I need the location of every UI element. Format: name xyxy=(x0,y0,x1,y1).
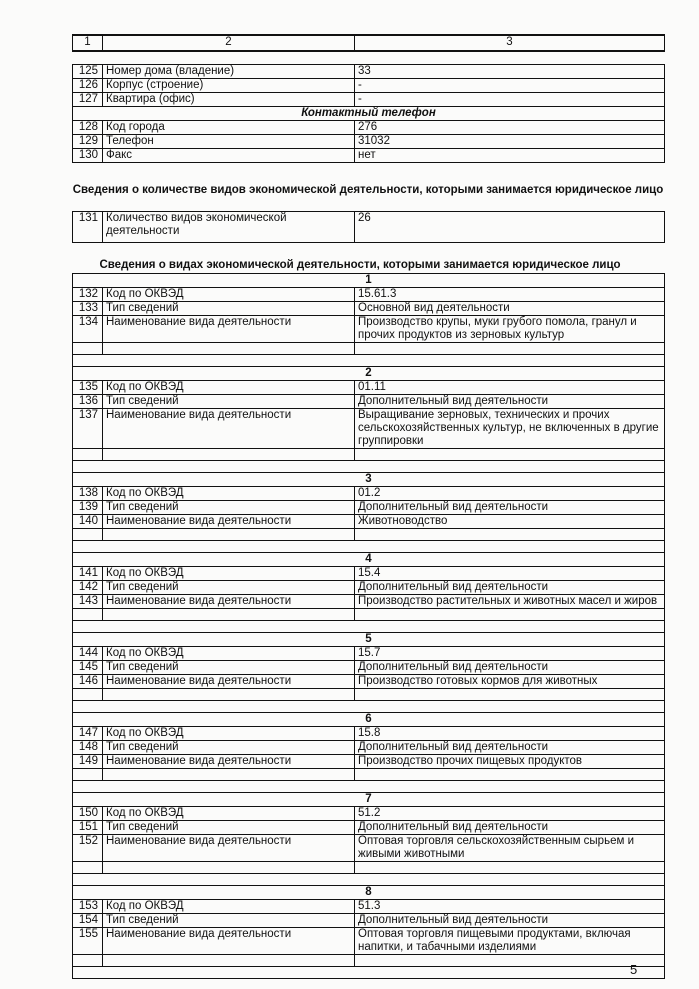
row-value: 15.4 xyxy=(355,567,665,581)
row-value: 15.61.3 xyxy=(355,288,665,302)
activity-group-number: 4 xyxy=(73,553,665,567)
row-value: Оптовая торговля пищевыми продуктами, включая напитки, и табачными изделиями xyxy=(355,928,665,955)
spacer-row xyxy=(73,449,665,461)
activities-table xyxy=(72,273,665,979)
row-number: 143 xyxy=(73,595,103,609)
row-value: 276 xyxy=(355,121,665,135)
table-row xyxy=(73,487,665,501)
table-row xyxy=(73,381,665,395)
spacer-cell xyxy=(103,529,355,541)
row-value: 31032 xyxy=(355,135,665,149)
row-value: Животноводство xyxy=(355,515,665,529)
spacer-cell xyxy=(73,781,665,793)
column-header-1: 1 xyxy=(73,35,103,51)
count-table xyxy=(72,211,665,243)
spacer-cell xyxy=(73,689,103,701)
spacer-row xyxy=(73,874,665,886)
page-number: 5 xyxy=(630,962,638,977)
spacer-row xyxy=(73,609,665,621)
row-label: Код по ОКВЭД xyxy=(103,381,355,395)
row-value: Дополнительный вид деятельности xyxy=(355,501,665,515)
row-label: Номер дома (владение) xyxy=(103,65,355,79)
table-row xyxy=(73,727,665,741)
row-value: Производство готовых кормов для животных xyxy=(355,675,665,689)
row-label: Код по ОКВЭД xyxy=(103,567,355,581)
row-number: 142 xyxy=(73,581,103,595)
row-label: Корпус (строение) xyxy=(103,79,355,93)
spacer-cell xyxy=(355,529,665,541)
spacer-cell xyxy=(355,955,665,967)
table-row xyxy=(73,581,665,595)
phone-section-row xyxy=(73,107,665,121)
table-row xyxy=(73,914,665,928)
table-row xyxy=(73,316,665,343)
table-row xyxy=(73,755,665,769)
row-number: 136 xyxy=(73,395,103,409)
row-label: Наименование вида деятельности xyxy=(103,675,355,689)
row-value: 26 xyxy=(355,212,665,243)
row-label: Наименование вида деятельности xyxy=(103,755,355,769)
row-number: 155 xyxy=(73,928,103,955)
spacer-row xyxy=(73,955,665,967)
table-row xyxy=(73,409,665,449)
row-number: 146 xyxy=(73,675,103,689)
activity-group-row xyxy=(73,633,665,647)
spacer-cell xyxy=(73,449,103,461)
row-number: 131 xyxy=(73,212,103,243)
activity-group-row xyxy=(73,473,665,487)
row-number: 133 xyxy=(73,302,103,316)
activity-group-number: 5 xyxy=(73,633,665,647)
row-label: Тип сведений xyxy=(103,302,355,316)
row-number: 151 xyxy=(73,821,103,835)
spacer-row xyxy=(73,355,665,367)
spacer-row xyxy=(73,701,665,713)
table-row xyxy=(73,821,665,835)
row-value: 51.2 xyxy=(355,807,665,821)
column-header-row xyxy=(73,35,665,51)
row-value: Дополнительный вид деятельности xyxy=(355,741,665,755)
table-row xyxy=(73,675,665,689)
table-row xyxy=(73,661,665,675)
spacer-cell xyxy=(73,461,665,473)
table-row xyxy=(73,647,665,661)
spacer-cell xyxy=(103,862,355,874)
row-number: 132 xyxy=(73,288,103,302)
table-row xyxy=(73,900,665,914)
activity-group-row xyxy=(73,553,665,567)
row-value: 51.3 xyxy=(355,900,665,914)
row-label: Тип сведений xyxy=(103,821,355,835)
spacer-row xyxy=(73,541,665,553)
row-label: Наименование вида деятельности xyxy=(103,515,355,529)
spacer-row xyxy=(73,689,665,701)
row-value: Дополнительный вид деятельности xyxy=(355,395,665,409)
row-value: Дополнительный вид деятельности xyxy=(355,661,665,675)
spacer-cell xyxy=(73,955,103,967)
table-row xyxy=(73,595,665,609)
spacer-cell xyxy=(103,609,355,621)
spacer-cell xyxy=(355,609,665,621)
row-number: 137 xyxy=(73,409,103,449)
row-label: Тип сведений xyxy=(103,661,355,675)
row-number: 135 xyxy=(73,381,103,395)
row-value: Дополнительный вид деятельности xyxy=(355,581,665,595)
spacer-row xyxy=(73,461,665,473)
row-label: Телефон xyxy=(103,135,355,149)
row-label: Тип сведений xyxy=(103,581,355,595)
spacer-row xyxy=(73,621,665,633)
row-number: 152 xyxy=(73,835,103,862)
row-value: Оптовая торговля сельскохозяйственным сырьем и живыми животными xyxy=(355,835,665,862)
spacer-cell xyxy=(73,621,665,633)
table-row xyxy=(73,65,665,79)
table-row xyxy=(73,567,665,581)
activity-group-row xyxy=(73,793,665,807)
activity-group-row xyxy=(73,274,665,288)
row-number: 153 xyxy=(73,900,103,914)
row-value: 15.7 xyxy=(355,647,665,661)
row-value: Основной вид деятельности xyxy=(355,302,665,316)
activity-group-row xyxy=(73,713,665,727)
spacer-row xyxy=(73,781,665,793)
address-phone-table xyxy=(72,64,665,163)
spacer-cell xyxy=(73,529,103,541)
row-number: 150 xyxy=(73,807,103,821)
row-number: 128 xyxy=(73,121,103,135)
spacer-cell xyxy=(103,769,355,781)
row-number: 129 xyxy=(73,135,103,149)
spacer-row xyxy=(73,769,665,781)
table-row xyxy=(73,501,665,515)
row-value: нет xyxy=(355,149,665,163)
row-value: - xyxy=(355,79,665,93)
row-label: Код города xyxy=(103,121,355,135)
table-row xyxy=(73,93,665,107)
column-header-3: 3 xyxy=(355,35,665,51)
spacer-cell xyxy=(103,689,355,701)
table-row xyxy=(73,288,665,302)
row-label: Код по ОКВЭД xyxy=(103,647,355,661)
row-number: 148 xyxy=(73,741,103,755)
row-value: Выращивание зерновых, технических и прочих сельскохозяйственных культур, не включенных в другие группировки xyxy=(355,409,665,449)
activity-group-number: 3 xyxy=(73,473,665,487)
activity-group-number: 1 xyxy=(73,274,665,288)
activity-group-number: 8 xyxy=(73,886,665,900)
row-value: Производство прочих пищевых продуктов xyxy=(355,755,665,769)
table-row xyxy=(73,79,665,93)
row-label: Наименование вида деятельности xyxy=(103,409,355,449)
row-label: Тип сведений xyxy=(103,501,355,515)
spacer-cell xyxy=(355,689,665,701)
spacer-cell xyxy=(103,343,355,355)
row-value: Дополнительный вид деятельности xyxy=(355,821,665,835)
table-row xyxy=(73,395,665,409)
row-label: Квартира (офис) xyxy=(103,93,355,107)
row-label: Наименование вида деятельности xyxy=(103,835,355,862)
table-row xyxy=(73,135,665,149)
row-number: 126 xyxy=(73,79,103,93)
table-row xyxy=(73,515,665,529)
spacer-row xyxy=(73,343,665,355)
spacer-cell xyxy=(103,955,355,967)
row-value: Дополнительный вид деятельности xyxy=(355,914,665,928)
activity-group-row xyxy=(73,886,665,900)
spacer-cell xyxy=(73,701,665,713)
row-value: 15.8 xyxy=(355,727,665,741)
spacer-cell xyxy=(73,769,103,781)
row-value: 01.11 xyxy=(355,381,665,395)
row-label: Код по ОКВЭД xyxy=(103,288,355,302)
spacer-cell xyxy=(73,862,103,874)
spacer-cell xyxy=(73,541,665,553)
phone-section-title: Контактный телефон xyxy=(73,107,665,121)
spacer-row xyxy=(73,529,665,541)
row-value: 01.2 xyxy=(355,487,665,501)
row-number: 145 xyxy=(73,661,103,675)
table-row xyxy=(73,741,665,755)
table-row xyxy=(73,302,665,316)
row-number: 154 xyxy=(73,914,103,928)
row-label: Количество видов экономической деятельности xyxy=(103,212,355,243)
activities-caption: Сведения о видах экономической деятельности, которыми занимается юридическое лицо xyxy=(99,259,621,271)
table-row xyxy=(73,928,665,955)
row-label: Код по ОКВЭД xyxy=(103,807,355,821)
row-value: 33 xyxy=(355,65,665,79)
row-label: Тип сведений xyxy=(103,395,355,409)
spacer-cell xyxy=(355,449,665,461)
spacer-cell xyxy=(73,355,665,367)
row-number: 147 xyxy=(73,727,103,741)
row-number: 130 xyxy=(73,149,103,163)
spacer-cell xyxy=(103,449,355,461)
column-header-2: 2 xyxy=(103,35,355,51)
row-label: Тип сведений xyxy=(103,741,355,755)
row-number: 140 xyxy=(73,515,103,529)
spacer-cell xyxy=(73,967,665,979)
spacer-cell xyxy=(73,609,103,621)
spacer-cell xyxy=(355,769,665,781)
row-label: Код по ОКВЭД xyxy=(103,487,355,501)
table-row xyxy=(73,212,665,243)
table-row xyxy=(73,121,665,135)
row-label: Код по ОКВЭД xyxy=(103,900,355,914)
row-number: 141 xyxy=(73,567,103,581)
table-row xyxy=(73,835,665,862)
row-label: Наименование вида деятельности xyxy=(103,928,355,955)
activity-group-number: 2 xyxy=(73,367,665,381)
row-number: 149 xyxy=(73,755,103,769)
row-number: 144 xyxy=(73,647,103,661)
count-caption: Сведения о количестве видов экономической деятельности, которыми занимается юридическое лицо xyxy=(72,184,664,196)
row-value: Производство растительных и животных масел и жиров xyxy=(355,595,665,609)
spacer-cell xyxy=(73,343,103,355)
row-number: 125 xyxy=(73,65,103,79)
table-row xyxy=(73,149,665,163)
activity-group-number: 7 xyxy=(73,793,665,807)
row-label: Наименование вида деятельности xyxy=(103,316,355,343)
spacer-cell xyxy=(355,862,665,874)
row-number: 127 xyxy=(73,93,103,107)
spacer-row xyxy=(73,862,665,874)
row-value: - xyxy=(355,93,665,107)
row-label: Факс xyxy=(103,149,355,163)
row-number: 134 xyxy=(73,316,103,343)
row-label: Наименование вида деятельности xyxy=(103,595,355,609)
column-header-table xyxy=(72,34,665,52)
row-number: 138 xyxy=(73,487,103,501)
row-value: Производство крупы, муки грубого помола, гранул и прочих продуктов из зерновых культур xyxy=(355,316,665,343)
spacer-cell xyxy=(355,343,665,355)
row-label: Код по ОКВЭД xyxy=(103,727,355,741)
activity-group-row xyxy=(73,367,665,381)
table-row xyxy=(73,807,665,821)
row-label: Тип сведений xyxy=(103,914,355,928)
activity-group-number: 6 xyxy=(73,713,665,727)
spacer-row xyxy=(73,967,665,979)
row-number: 139 xyxy=(73,501,103,515)
spacer-cell xyxy=(73,874,665,886)
